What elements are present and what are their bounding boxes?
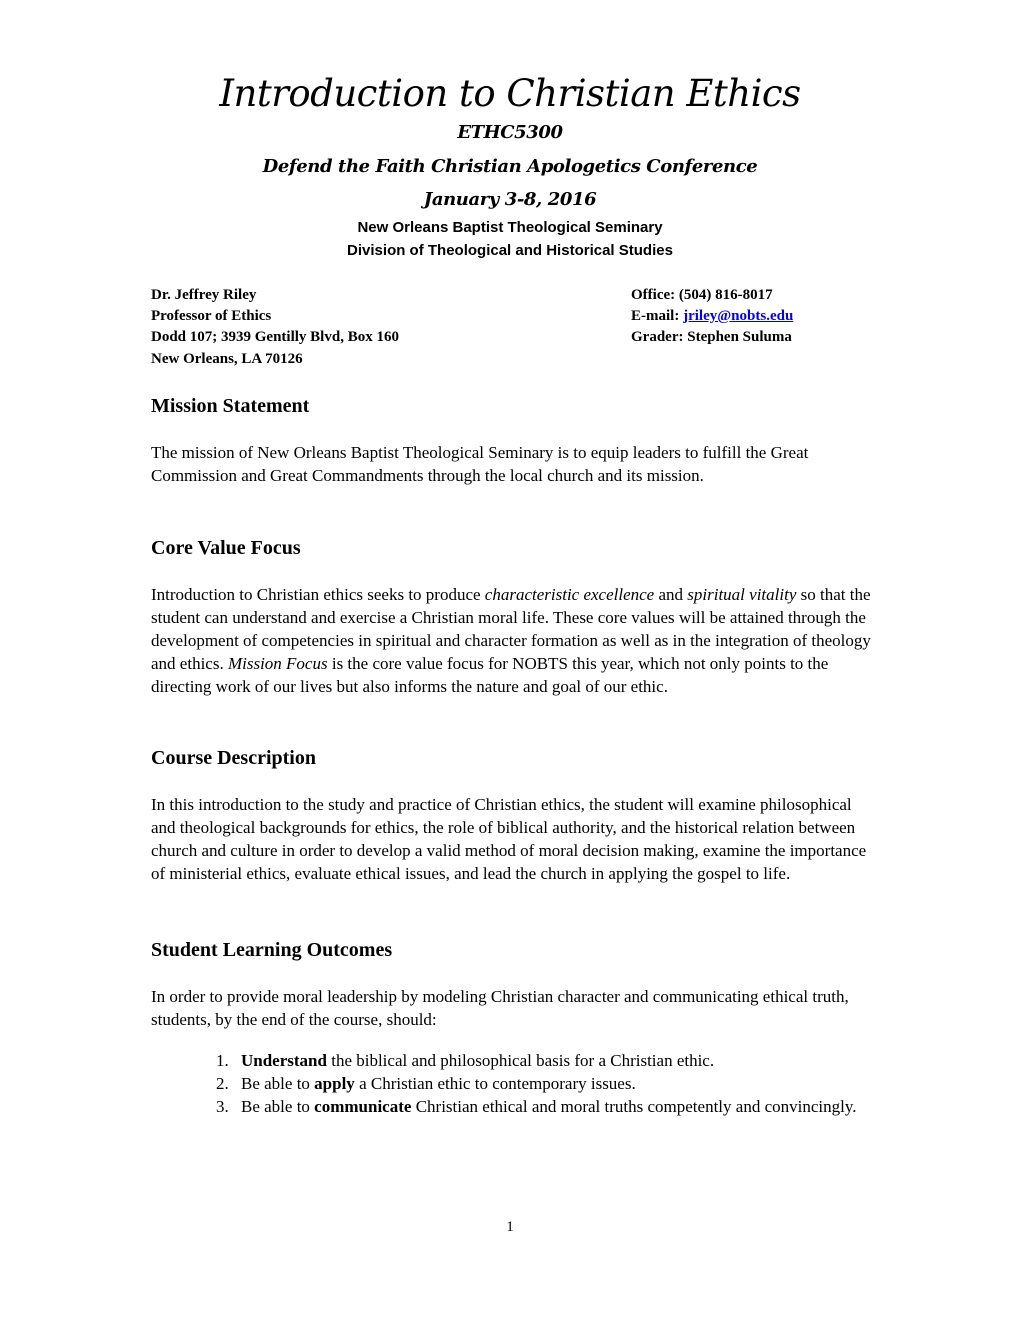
core-value-part-3: so that the student can understand and exercise a Christian moral life. These core values will be attained through the development of competencies in spiritual and character formation as well as in the integration of theology and ethics. xyxy=(151,585,871,673)
outcome-keyword: Understand xyxy=(241,1051,327,1070)
outcome-text-pre: Be able to xyxy=(241,1074,315,1093)
outcome-keyword: apply xyxy=(314,1074,355,1093)
office-address: Dodd 107; 3939 Gentilly Blvd, Box 160 xyxy=(151,329,399,345)
city-address: New Orleans, LA 70126 xyxy=(151,351,303,367)
conference-name: Defend the Faith Christian Apologetics Conference xyxy=(262,156,758,177)
email-link[interactable]: jriley@nobts.edu xyxy=(683,308,794,324)
outcome-item xyxy=(216,1072,876,1095)
outcome-number: 3. xyxy=(216,1097,229,1116)
professor-role: Professor of Ethics xyxy=(151,308,272,324)
outcome-text-post: a Christian ethic to contemporary issues. xyxy=(354,1074,636,1093)
outcome-item xyxy=(216,1049,876,1072)
page-number: 1 xyxy=(506,1219,514,1235)
course-code: ETHC5300 xyxy=(457,122,563,143)
mission-heading: Mission Statement xyxy=(151,395,310,417)
core-value-part-4: is the core value focus for NOBTS this year, which not only points to the directing work of our lives but also informs the nature and goal of our ethic. xyxy=(151,654,829,696)
document-title: Introduction to Christian Ethics xyxy=(219,72,801,115)
outcome-text-pre: Be able to xyxy=(241,1097,315,1116)
institution-name: New Orleans Baptist Theological Seminary xyxy=(357,219,663,236)
outcome-number: 1. xyxy=(216,1051,229,1070)
core-value-emphasis-2: spiritual vitality xyxy=(687,585,797,604)
outcome-keyword: communicate xyxy=(314,1097,412,1116)
outcomes-heading: Student Learning Outcomes xyxy=(151,939,393,961)
course-description-heading: Course Description xyxy=(151,747,316,769)
outcomes-list xyxy=(216,1049,876,1118)
outcome-text-post: the biblical and philosophical basis for a Christian ethic. xyxy=(326,1051,715,1070)
email-line xyxy=(631,306,793,326)
outcome-text-post: Christian ethical and moral truths competently and convincingly. xyxy=(411,1097,857,1116)
course-description-text: In this introduction to the study and practice of Christian ethics, the student will examine philosophical and theological backgrounds for ethics, the role of biblical authority, and the historical relation between church and culture in order to develop a valid method of moral decision making, examine the importance of ministerial ethics, evaluate ethical issues, and lead the church in applying the gospel to life. xyxy=(151,795,867,883)
division-name: Division of Theological and Historical Studies xyxy=(347,242,673,259)
office-phone: Office: (504) 816-8017 xyxy=(631,287,773,303)
core-value-emphasis-1: characteristic excellence xyxy=(484,585,655,604)
core-value-part-2: and xyxy=(654,585,688,604)
grader-name: Grader: Stephen Suluma xyxy=(631,329,792,345)
core-value-part-1: Introduction to Christian ethics seeks to produce xyxy=(151,585,485,604)
core-value-text xyxy=(151,583,871,698)
core-value-emphasis-3: Mission Focus xyxy=(227,654,328,673)
outcomes-intro: In order to provide moral leadership by modeling Christian character and communicating ethical truth, students, by the end of the course, should: xyxy=(151,987,849,1029)
outcome-number: 2. xyxy=(216,1074,229,1093)
outcome-item xyxy=(216,1095,876,1118)
course-dates: January 3-8, 2016 xyxy=(423,189,597,210)
mission-text: The mission of New Orleans Baptist Theological Seminary is to equip leaders to fulfill the Great Commission and Great Commandments through the local church and its mission. xyxy=(151,443,809,485)
core-value-heading: Core Value Focus xyxy=(151,537,301,559)
professor-name: Dr. Jeffrey Riley xyxy=(151,287,257,303)
email-label: E-mail: xyxy=(631,308,684,324)
